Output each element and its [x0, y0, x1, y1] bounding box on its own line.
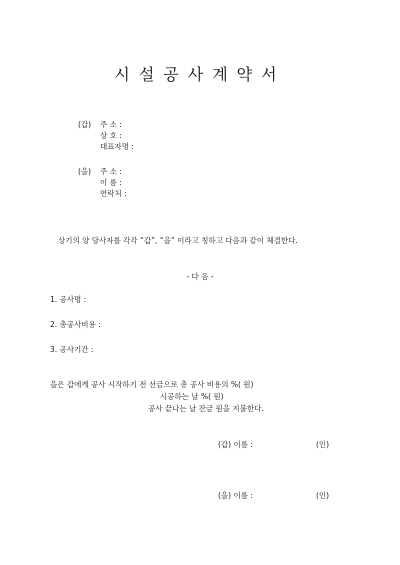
document-title: 시설공사계약서 — [114, 65, 286, 84]
party-b-label: (을) — [78, 167, 92, 176]
party-a-representative-label: 대표자명 : — [100, 142, 134, 151]
item-construction-period: 3. 공사기간 : — [50, 345, 94, 354]
signature-party-a-seal: (인) — [316, 440, 330, 449]
party-b-contact-label: 연락처 : — [100, 189, 127, 198]
payment-line-3: 공사 끝나는 날 잔금 원을 지불한다. — [148, 404, 264, 413]
payment-line-1: 을은 갑에게 공사 시작하기 전 선금으로 총 공사 비용의 %( 원) — [50, 380, 254, 389]
party-a-label: (갑) — [78, 120, 92, 129]
signature-party-b-seal: (인) — [316, 491, 330, 500]
signature-party-a-label: (갑) 이름 : — [218, 440, 253, 449]
contract-preamble: 상기의 양 당사자를 각각 “갑”, “을” 이라고 칭하고 다음과 같이 체결한다. — [58, 236, 298, 245]
party-a-address-label: 주 소 : — [100, 120, 122, 129]
party-b-address-label: 주 소 : — [100, 167, 122, 176]
signature-party-b-label: (을) 이름 : — [218, 491, 253, 500]
section-heading: - 다 음 - — [186, 272, 214, 281]
payment-line-2: 시공하는 날 %( 원) — [160, 392, 224, 401]
party-b-name-label: 이 름 : — [100, 178, 122, 187]
party-a-company-label: 상 호 : — [100, 131, 122, 140]
item-total-cost: 2. 총공사비용 : — [50, 320, 101, 329]
item-project-name: 1. 공사명 : — [50, 295, 87, 304]
